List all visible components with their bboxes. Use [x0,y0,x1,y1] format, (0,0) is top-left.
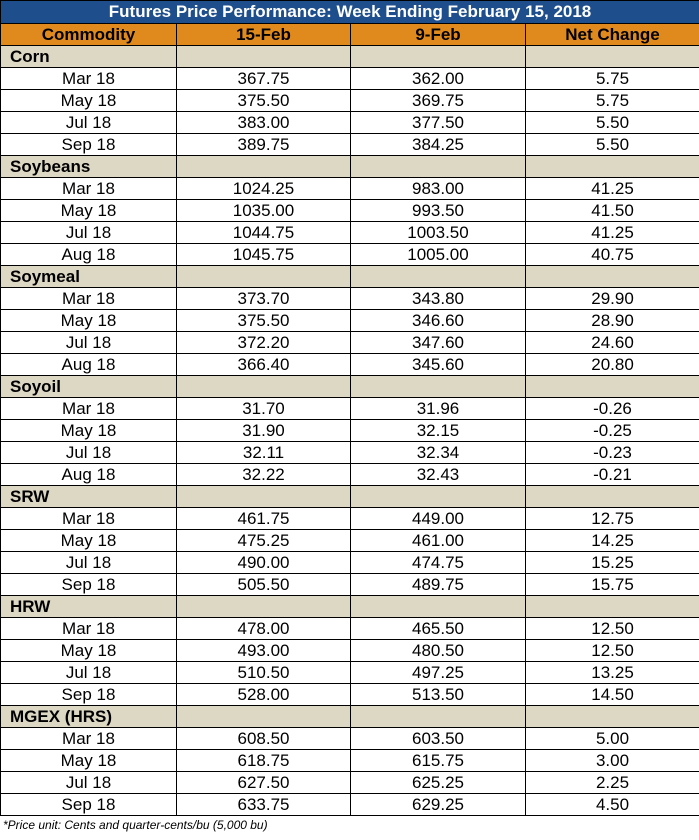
commodity-group-name: HRW [1,596,177,618]
table-row [1,178,699,200]
price-15-feb-cell: 373.70 [177,288,351,310]
net-change-cell: 5.75 [526,68,699,90]
price-15-feb-cell: 32.11 [177,442,351,464]
price-9-feb-cell: 465.50 [351,618,526,640]
contract-month-cell: Sep 18 [1,574,177,596]
price-15-feb-cell: 475.25 [177,530,351,552]
group-row-filler [526,376,699,398]
contract-month-cell: Aug 18 [1,354,177,376]
price-15-feb-cell: 372.20 [177,332,351,354]
group-row-filler [526,266,699,288]
net-change-cell: -0.25 [526,420,699,442]
price-unit-footnote: *Price unit: Cents and quarter-cents/bu (5,000 bu) [3,818,268,832]
group-row-filler [351,156,526,178]
table-row [1,244,699,266]
net-change-cell: 40.75 [526,244,699,266]
table-row [1,728,699,750]
price-15-feb-cell: 1044.75 [177,222,351,244]
contract-month-cell: Jul 18 [1,662,177,684]
table-body [1,46,699,816]
contract-month-cell: Mar 18 [1,68,177,90]
group-row [1,156,699,178]
group-row-filler [526,46,699,68]
net-change-cell: 5.50 [526,134,699,156]
contract-month-cell: Sep 18 [1,684,177,706]
price-9-feb-cell: 489.75 [351,574,526,596]
contract-month-cell: Aug 18 [1,464,177,486]
contract-month-cell: Mar 18 [1,398,177,420]
table-row [1,222,699,244]
price-9-feb-cell: 343.80 [351,288,526,310]
contract-month-cell: Sep 18 [1,794,177,816]
price-9-feb-cell: 993.50 [351,200,526,222]
group-row-filler [177,156,351,178]
net-change-cell: 3.00 [526,750,699,772]
price-9-feb-cell: 1005.00 [351,244,526,266]
price-15-feb-cell: 608.50 [177,728,351,750]
contract-month-cell: Mar 18 [1,618,177,640]
price-15-feb-cell: 389.75 [177,134,351,156]
net-change-cell: 12.50 [526,640,699,662]
contract-month-cell: Mar 18 [1,178,177,200]
price-9-feb-cell: 513.50 [351,684,526,706]
price-9-feb-cell: 32.34 [351,442,526,464]
table-row [1,794,699,816]
net-change-cell: 41.25 [526,178,699,200]
table-row [1,90,699,112]
table-row [1,68,699,90]
group-row [1,486,699,508]
price-15-feb-cell: 31.70 [177,398,351,420]
price-15-feb-cell: 1024.25 [177,178,351,200]
price-9-feb-cell: 603.50 [351,728,526,750]
group-row-filler [177,486,351,508]
net-change-cell: 5.50 [526,112,699,134]
contract-month-cell: May 18 [1,310,177,332]
price-15-feb-cell: 461.75 [177,508,351,530]
price-9-feb-cell: 377.50 [351,112,526,134]
net-change-cell: 13.25 [526,662,699,684]
group-row-filler [177,706,351,728]
group-row-filler [177,376,351,398]
table-row [1,552,699,574]
price-9-feb-cell: 449.00 [351,508,526,530]
price-9-feb-cell: 983.00 [351,178,526,200]
group-row-filler [351,376,526,398]
net-change-cell: 5.75 [526,90,699,112]
contract-month-cell: Sep 18 [1,134,177,156]
contract-month-cell: May 18 [1,530,177,552]
price-15-feb-cell: 493.00 [177,640,351,662]
table-row [1,640,699,662]
price-15-feb-cell: 31.90 [177,420,351,442]
group-row [1,596,699,618]
net-change-cell: 28.90 [526,310,699,332]
net-change-cell: 5.00 [526,728,699,750]
contract-month-cell: May 18 [1,420,177,442]
price-15-feb-cell: 367.75 [177,68,351,90]
price-9-feb-cell: 629.25 [351,794,526,816]
price-9-feb-cell: 461.00 [351,530,526,552]
price-9-feb-cell: 384.25 [351,134,526,156]
table-row [1,332,699,354]
price-15-feb-cell: 490.00 [177,552,351,574]
net-change-cell: 24.60 [526,332,699,354]
price-9-feb-cell: 474.75 [351,552,526,574]
price-15-feb-cell: 478.00 [177,618,351,640]
table-row [1,134,699,156]
net-change-cell: 41.50 [526,200,699,222]
net-change-cell: 15.75 [526,574,699,596]
net-change-cell: 14.50 [526,684,699,706]
table-row [1,464,699,486]
price-15-feb-cell: 1035.00 [177,200,351,222]
table-row [1,288,699,310]
title-row [1,1,699,24]
group-row-filler [526,596,699,618]
contract-month-cell: Jul 18 [1,772,177,794]
table-row [1,398,699,420]
price-15-feb-cell: 1045.75 [177,244,351,266]
contract-month-cell: Mar 18 [1,508,177,530]
price-9-feb-cell: 362.00 [351,68,526,90]
table-row [1,574,699,596]
net-change-cell: 15.25 [526,552,699,574]
price-15-feb-cell: 528.00 [177,684,351,706]
net-change-cell: 2.25 [526,772,699,794]
price-15-feb-cell: 366.40 [177,354,351,376]
contract-month-cell: Jul 18 [1,112,177,134]
price-9-feb-cell: 345.60 [351,354,526,376]
contract-month-cell: Aug 18 [1,244,177,266]
table-row [1,684,699,706]
table-title: Futures Price Performance: Week Ending February 15, 2018 [1,1,699,24]
net-change-cell: 41.25 [526,222,699,244]
price-15-feb-cell: 627.50 [177,772,351,794]
net-change-cell: 20.80 [526,354,699,376]
contract-month-cell: Mar 18 [1,288,177,310]
commodity-group-name: Soyoil [1,376,177,398]
table-row [1,200,699,222]
price-15-feb-cell: 510.50 [177,662,351,684]
table-row [1,618,699,640]
group-row-filler [351,46,526,68]
group-row [1,266,699,288]
contract-month-cell: May 18 [1,640,177,662]
table-row [1,354,699,376]
table-row [1,310,699,332]
price-15-feb-cell: 375.50 [177,90,351,112]
contract-month-cell: Jul 18 [1,442,177,464]
price-15-feb-cell: 32.22 [177,464,351,486]
group-row-filler [177,596,351,618]
price-15-feb-cell: 383.00 [177,112,351,134]
group-row-filler [351,266,526,288]
net-change-cell: 29.90 [526,288,699,310]
net-change-cell: 4.50 [526,794,699,816]
net-change-cell: 12.75 [526,508,699,530]
price-9-feb-cell: 369.75 [351,90,526,112]
group-row [1,706,699,728]
contract-month-cell: Mar 18 [1,728,177,750]
group-row-filler [526,486,699,508]
group-row [1,46,699,68]
table-row [1,508,699,530]
price-9-feb-cell: 32.43 [351,464,526,486]
contract-month-cell: May 18 [1,90,177,112]
commodity-group-name: Corn [1,46,177,68]
group-row-filler [526,706,699,728]
table-row [1,530,699,552]
net-change-cell: 14.25 [526,530,699,552]
header-9-feb: 9-Feb [351,24,526,46]
price-9-feb-cell: 497.25 [351,662,526,684]
contract-month-cell: Jul 18 [1,222,177,244]
price-9-feb-cell: 480.50 [351,640,526,662]
table-row [1,442,699,464]
price-9-feb-cell: 347.60 [351,332,526,354]
commodity-group-name: MGEX (HRS) [1,706,177,728]
group-row-filler [177,46,351,68]
price-15-feb-cell: 505.50 [177,574,351,596]
commodity-group-name: Soymeal [1,266,177,288]
group-row-filler [351,596,526,618]
price-9-feb-cell: 615.75 [351,750,526,772]
price-9-feb-cell: 32.15 [351,420,526,442]
table-row [1,662,699,684]
contract-month-cell: May 18 [1,200,177,222]
group-row-filler [526,156,699,178]
commodity-group-name: SRW [1,486,177,508]
header-net-change: Net Change [526,24,699,46]
price-9-feb-cell: 346.60 [351,310,526,332]
header-row [1,24,699,46]
group-row-filler [351,706,526,728]
table-row [1,420,699,442]
contract-month-cell: Jul 18 [1,552,177,574]
net-change-cell: -0.26 [526,398,699,420]
contract-month-cell: Jul 18 [1,332,177,354]
group-row-filler [351,486,526,508]
net-change-cell: 12.50 [526,618,699,640]
price-15-feb-cell: 375.50 [177,310,351,332]
group-row [1,376,699,398]
table-row [1,112,699,134]
group-row-filler [177,266,351,288]
price-9-feb-cell: 31.96 [351,398,526,420]
net-change-cell: -0.23 [526,442,699,464]
price-15-feb-cell: 633.75 [177,794,351,816]
price-15-feb-cell: 618.75 [177,750,351,772]
contract-month-cell: May 18 [1,750,177,772]
price-9-feb-cell: 1003.50 [351,222,526,244]
header-15-feb: 15-Feb [177,24,351,46]
table-row [1,750,699,772]
header-commodity: Commodity [1,24,177,46]
price-9-feb-cell: 625.25 [351,772,526,794]
commodity-group-name: Soybeans [1,156,177,178]
net-change-cell: -0.21 [526,464,699,486]
table-row [1,772,699,794]
